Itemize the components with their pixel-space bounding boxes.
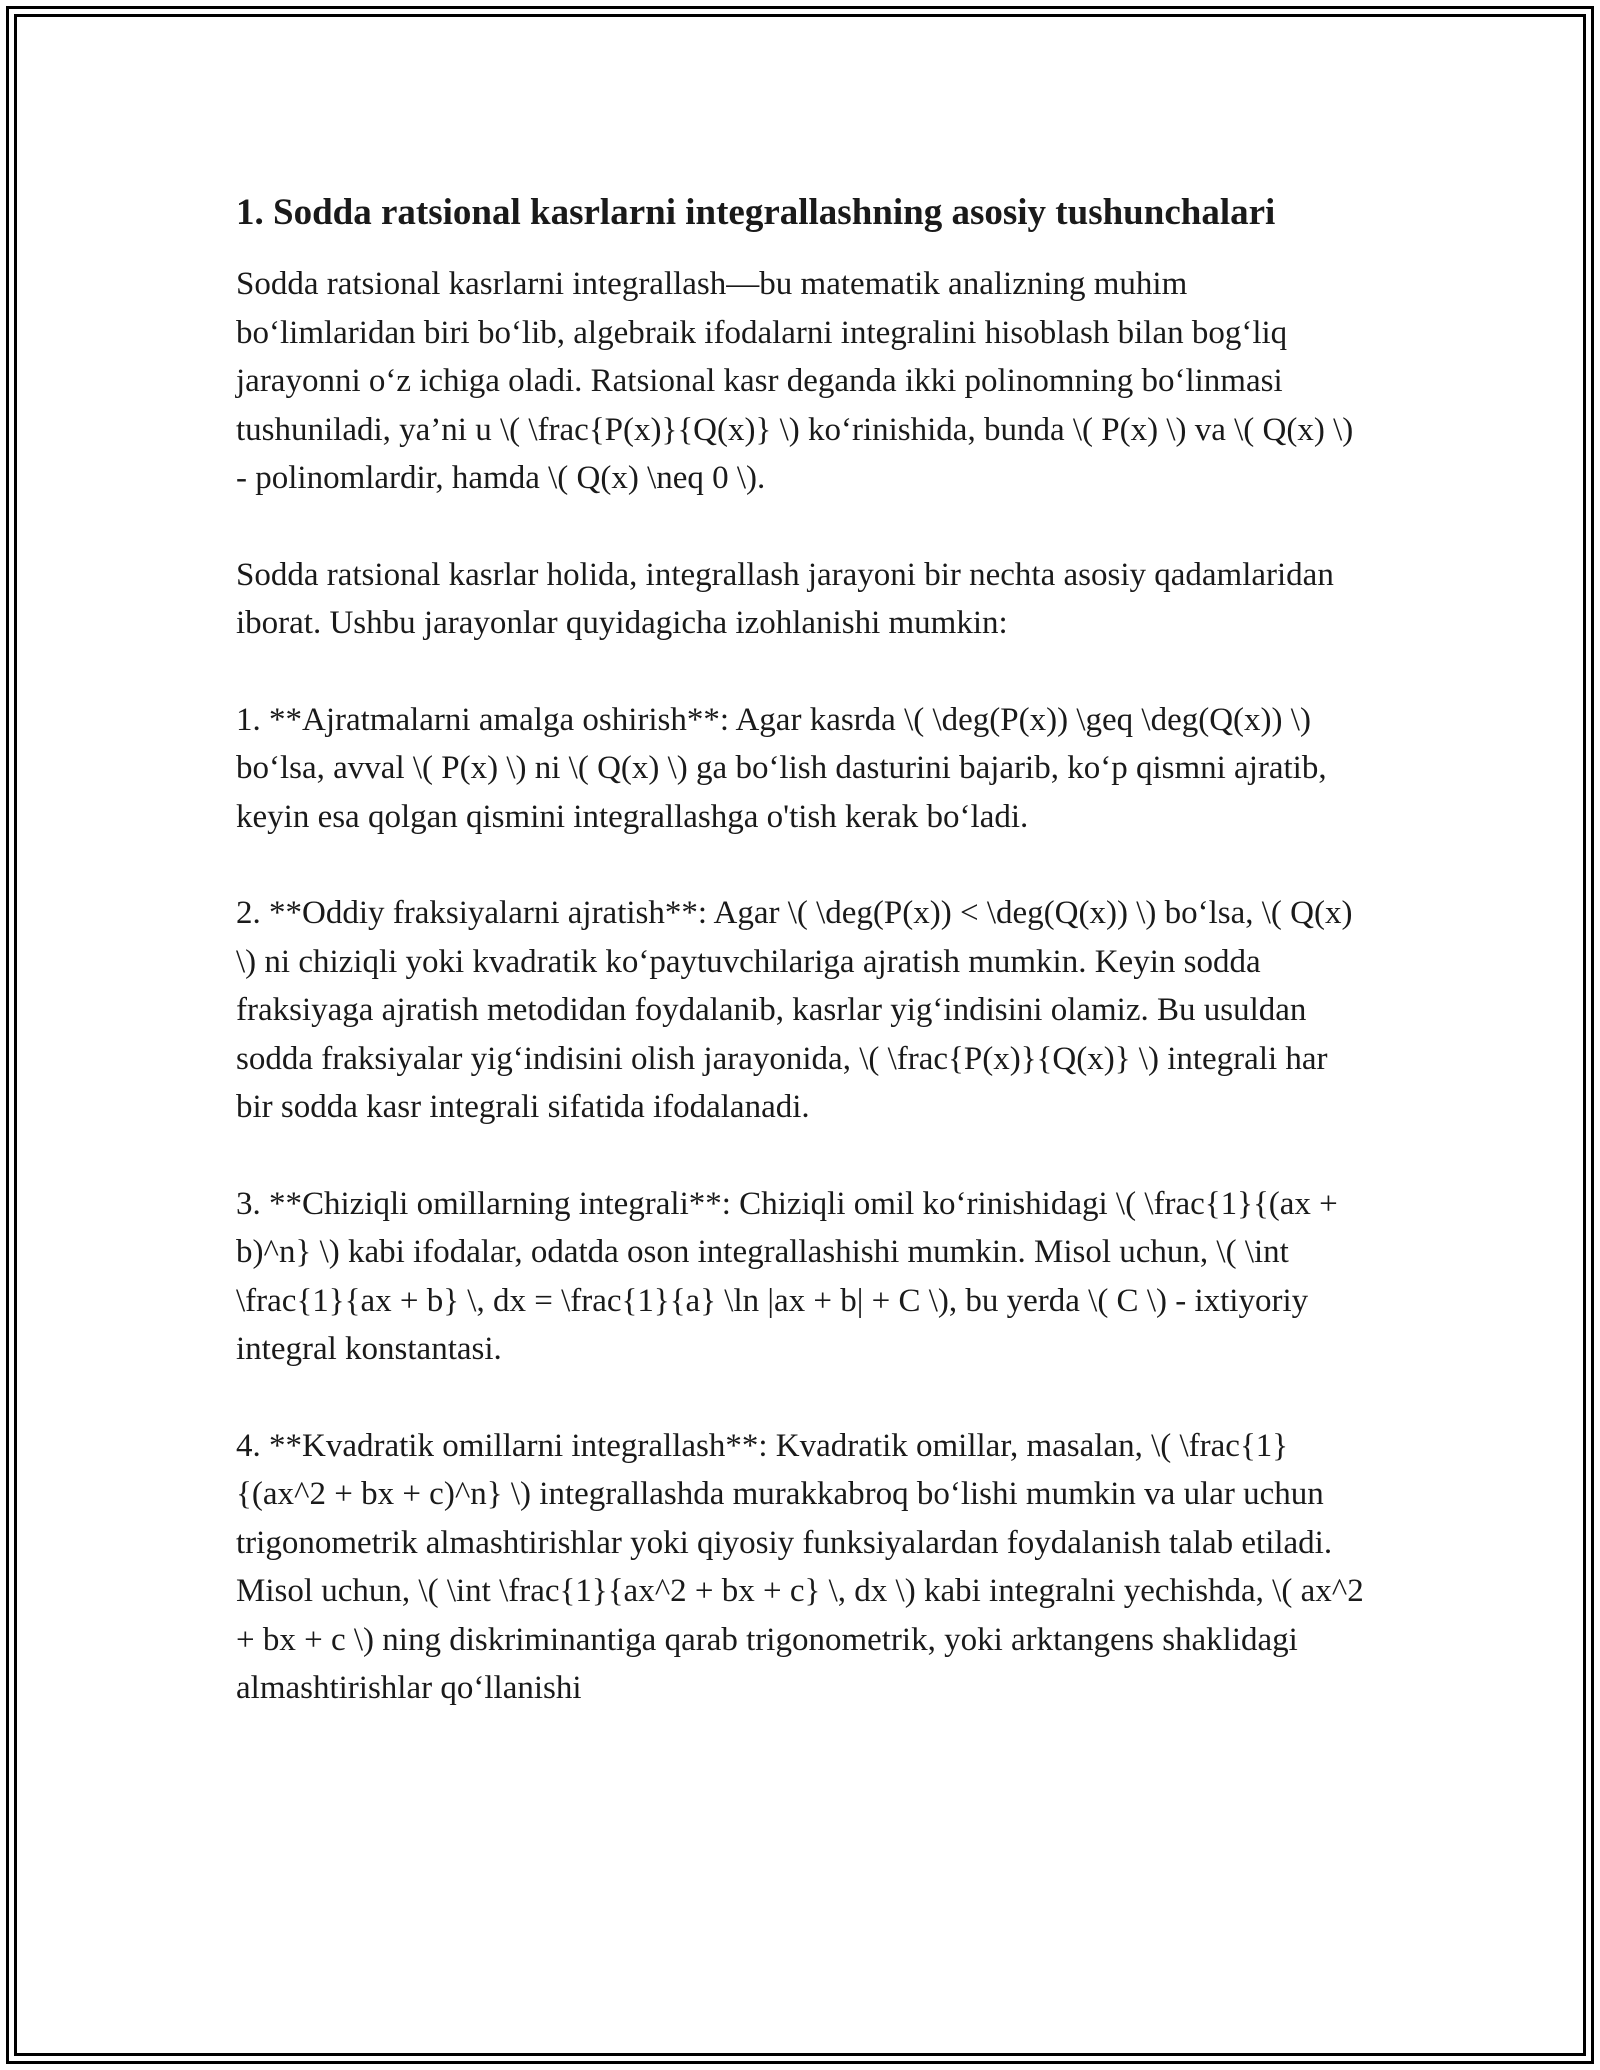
document-body <box>236 186 1366 1713</box>
step-1-paragraph: 1. **Ajratmalarni amalga oshirish**: Agar kasrda \( \deg(P(x)) \geq \deg(Q(x)) \) bo‘lsa, avval \( P(x) \) ni \( Q(x) \) ga bo‘lish dasturini bajarib, ko‘p qismni ajratib, keyin esa qolgan qismini integrallashga o'tish kerak bo‘ladi. <box>236 701 1327 835</box>
intro-paragraph: Sodda ratsional kasrlarni integrallash—bu matematik analizning muhim bo‘limlaridan biri bo‘lib, algebraik ifodalarni integralini hisoblash bilan bog‘liq jarayonni o‘z ichiga oladi. Ratsional kasr deganda ikki polinomning bo‘linmasi tushuniladi, ya’ni u \( \frac{P(x)}{Q(x)} \) ko‘rinishida, bunda \( P(x) \) va \( Q(x) \) - polinomlardir, hamda \( Q(x) \neq 0 \). <box>236 266 1354 496</box>
steps-intro-paragraph: Sodda ratsional kasrlar holida, integrallash jarayoni bir nechta asosiy qadamlaridan iborat. Ushbu jarayonlar quyidagicha izohlanishi mumkin: <box>236 556 1334 641</box>
step-2-paragraph: 2. **Oddiy fraksiyalarni ajratish**: Agar \( \deg(P(x)) < \deg(Q(x)) \) bo‘lsa, \( Q(x) \) ni chiziqli yoki kvadratik ko‘paytuvchilariga ajratish mumkin. Keyin sodda fraksiyaga ajratish metodidan foydalanib, kasrlar yig‘indisini olamiz. Bu usuldan sodda fraksiyalar yig‘indisini olish jarayonida, \( \frac{P(x)}{Q(x)} \) integrali har bir sodda kasr integrali sifatida ifodalanadi. <box>236 895 1353 1125</box>
section-title: 1. Sodda ratsional kasrlarni integrallashning asosiy tushunchalari <box>236 192 1276 233</box>
step-3-paragraph: 3. **Chiziqli omillarning integrali**: Chiziqli omil ko‘rinishidagi \( \frac{1}{(ax + b)^n} \) kabi ifodalar, odatda oson integrallashishi mumkin. Misol uchun, \( \int \frac{1}{ax + b} \, dx = \frac{1}{a} \ln |ax + b| + C \), bu yerda \( C \) - ixtiyoriy integral konstantasi. <box>236 1185 1338 1367</box>
step-4-paragraph: 4. **Kvadratik omillarni integrallash**: Kvadratik omillar, masalan, \( \frac{1}{(ax^2 + bx + c)^n} \) integrallashda murakkabroq bo‘lishi mumkin va ular uchun trigonometrik almashtirishlar yoki qiyosiy funksiyalardan foydalanish talab etiladi. Misol uchun, \( \int \frac{1}{ax^2 + bx + c} \, dx \) kabi integralni yechishda, \( ax^2 + bx + c \) ning diskriminantiga qarab trigonometrik, yoki arktangens shaklidagi almashtirishlar qo‘llanishi <box>236 1427 1364 1706</box>
